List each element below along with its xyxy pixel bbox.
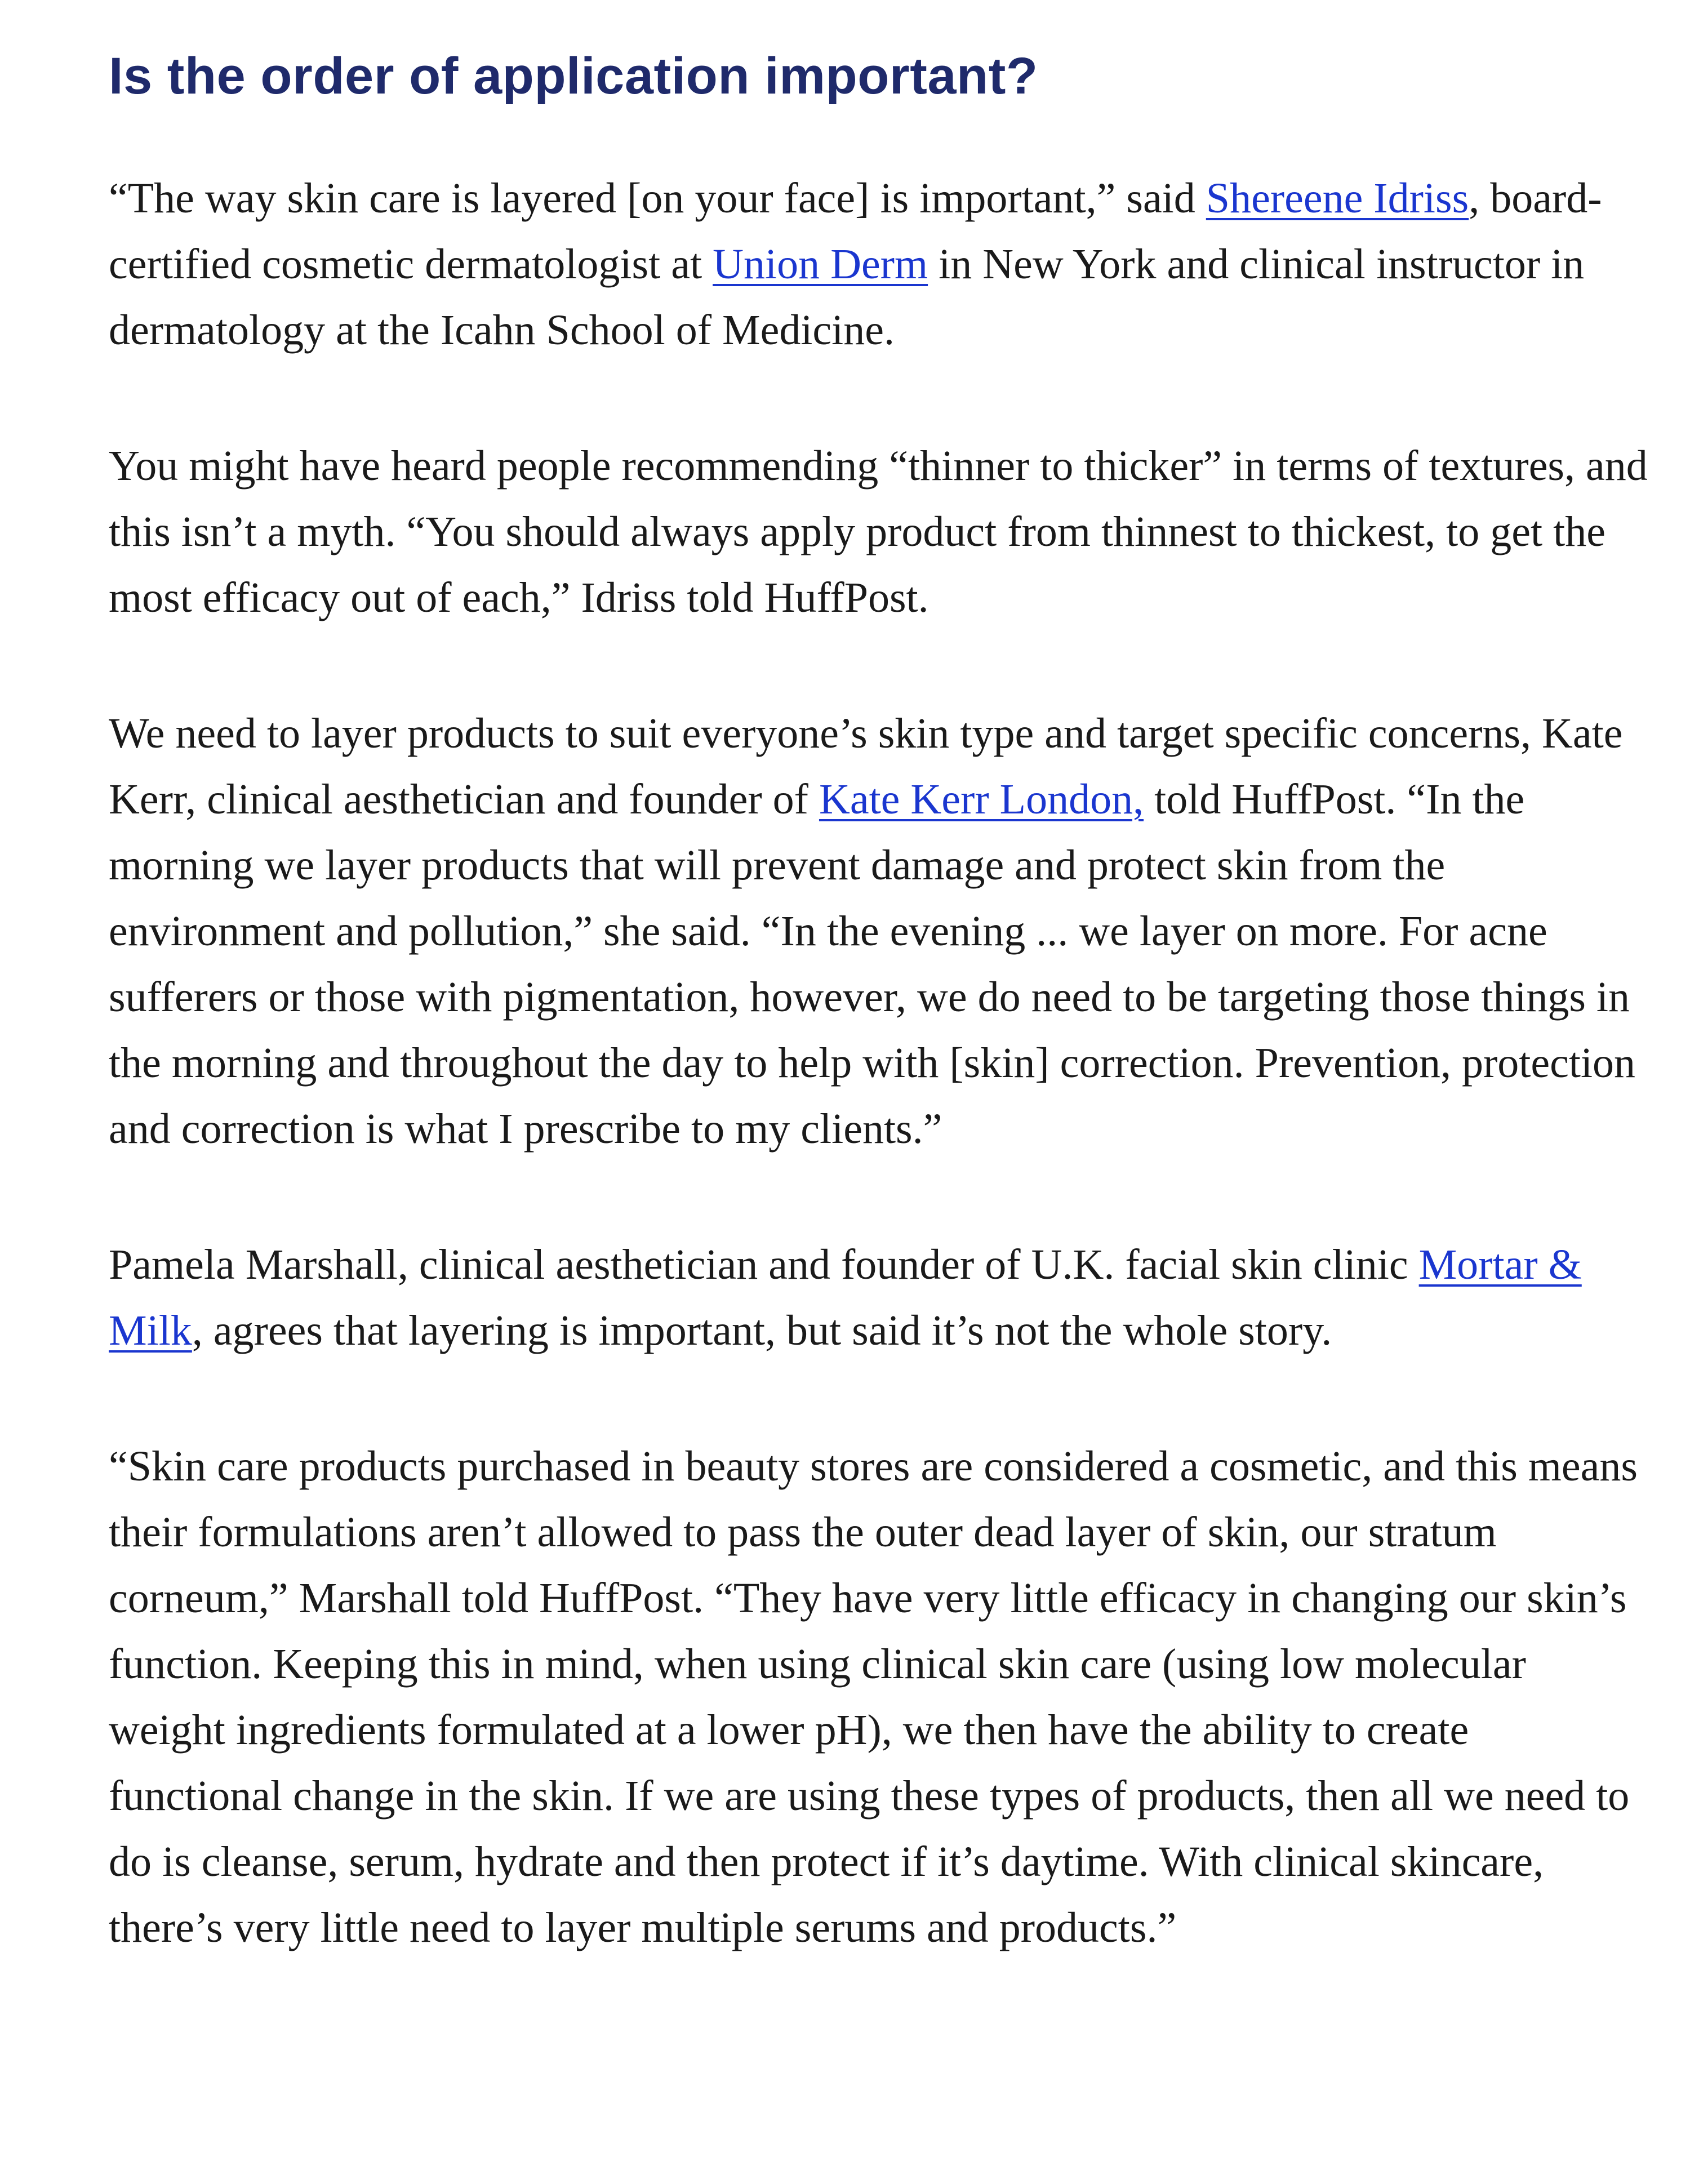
paragraph-text: Pamela Marshall, clinical aesthetician and founder of U.K. facial skin clinic (109, 1241, 1419, 1288)
article-body (109, 34, 1652, 1961)
paragraph-2 (109, 433, 1652, 631)
paragraph-3 (109, 701, 1652, 1162)
link-kate-kerr-london[interactable]: Kate Kerr London, (819, 776, 1144, 823)
paragraph-text: “The way skin care is layered [on your face] is important,” said (109, 175, 1206, 222)
paragraph-text: We need to layer products to suit everyone’s skin type and target specific concerns, Kate Kerr, clinical aesthetician and founder of (109, 710, 1623, 823)
paragraph-1 (109, 166, 1652, 363)
link-union-derm[interactable]: Union Derm (713, 241, 928, 288)
paragraph-text: You might have heard people recommending “thinner to thicker” in terms of textures, and this isn’t a myth. “You should always apply product from thinnest to thickest, to get the most efficacy out of each,” Idriss told HuffPost. (109, 442, 1648, 621)
paragraph-5 (109, 1434, 1652, 1961)
paragraph-text: “Skin care products purchased in beauty stores are considered a cosmetic, and this means their formulations aren’t allowed to pass the outer dead layer of skin, our stratum corneum,” Marshall told HuffPost. “They have very little efficacy in changing our skin’s function. Keeping this in mind, when using clinical skin care (using low molecular weight ingredients formulated at a lower pH), we then have the ability to create functional change in the skin. If we are using these types of products, then all we need to do is cleanse, serum, hydrate and then protect if it’s daytime. With clinical skincare, there’s very little need to layer multiple serums and products.” (109, 1443, 1638, 1951)
link-shereene-idriss[interactable]: Shereene Idriss (1206, 175, 1469, 222)
link-mortar-and-milk[interactable]: Mortar & Milk (109, 1241, 1582, 1354)
paragraph-4 (109, 1232, 1652, 1364)
paragraph-text: , board-certified cosmetic dermatologist at (109, 175, 1602, 288)
paragraph-text: , agrees that layering is important, but said it’s not the whole story. (192, 1307, 1332, 1354)
paragraph-text: told HuffPost. “In the morning we layer products that will prevent damage and protect skin from the environment and pollution,” she said. “In the evening ... we layer on more. For acne sufferers or those with pigmentation, however, we do need to be targeting those things in the morning and throughout the day to help with [skin] correction. Prevention, protection and correction is what I prescribe to my clients.” (109, 776, 1636, 1153)
paragraph-text: in New York and clinical instructor in dermatology at the Icahn School of Medicine. (109, 241, 1585, 354)
section-heading: Is the order of application important? (109, 47, 1038, 105)
